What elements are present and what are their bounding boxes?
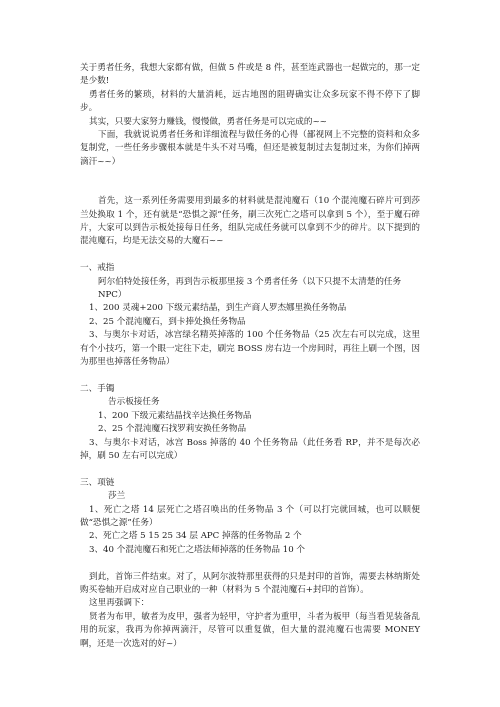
spacer [80,169,420,195]
spacer [80,249,420,262]
list-item: 1、200 灵魂+200 下级元素结晶，到生产商人罗杰娜里换任务物品 [89,303,347,314]
section-heading-ring: 一、戒指 [80,263,115,274]
spacer [80,557,420,570]
section-npc-ring: 阿尔伯特处接任务，再到告示板那里接 3 个勇者任务（以下只提不太清楚的任务 NPC） [98,276,402,301]
intro-paragraph-4: 下面，我就说说勇者任务和详细流程与做任务的心得（鄙视网上不完整的资料和众多复制党，一些任务步骤根本就是牛头不对马嘴，但还是被复制过去复制过来，为你们掉两滴汗~~） [80,130,420,167]
spacer [80,463,420,476]
materials-paragraph: 首先，这一系列任务需要用到最多的材料就是混沌魔石（10 个混沌魔石碎片可到莎兰处换取 1 个，还有就是“恐惧之源”任务，刷三次死亡之塔可以拿到 5 个），至于魔石碎片，大家可以到告示板处接每日任务，组队完成任务就可以拿到不少的碎片。以下提到的混沌魔石，均是无法交易的大魔石~~ [80,196,420,247]
list-item: 3、与奥尔卡对话，冰宫 Boss 掉落的 40 个任务物品（此任务看 RP，并不是每次必掉，刷 50 左右可以完成） [80,437,420,461]
closing-paragraph-1: 到此，首饰三件结束。对了，从阿尔波特那里获得的只是封印的首饰，需要去林纳斯处购买卷轴开启成对应自己职业的一种（材料为 5 个混沌魔石+封印的首饰）。 [80,571,420,595]
list-item: 2、死亡之塔 5 15 25 34 层 APC 掉落的任务物品 2 个 [89,531,302,542]
section-heading-bracelet: 二、手镯 [80,383,115,394]
intro-paragraph-3: 其实，只要大家努力赚钱，慢慢做，勇者任务是可以完成的~~ [89,116,327,127]
section-npc-bracelet: 告示板接任务 [108,397,160,408]
list-item: 3、40 个混沌魔石和死亡之塔法师掉落的任务物品 10 个 [89,544,306,555]
list-item: 2、25 个混沌魔石找罗莉安换任务物品 [98,424,247,435]
list-item: 2、25 个混沌魔石，到卡捧处换任务物品 [89,316,246,327]
list-item: 1、死亡之塔 14 层死亡之塔召唤出的任务物品 3 个（可以打完就回城，也可以顺便做“恐惧之源”任务） [80,504,420,528]
intro-paragraph-2: 勇者任务的繁琐，材料的大量消耗，远古地图的阻碍确实让众多玩家不得不停下了脚步。 [80,89,420,114]
closing-paragraph-3: 贤者为布甲，敏者为皮甲，强者为轻甲，守护者为重甲，斗者为板甲（每当看见装备乱用的玩家，我再为你掉两滴汗，尽管可以重复做，但大量的混沌魔石也需要 MONEY 啊，还是一次选对的好~） [80,611,420,649]
intro-paragraph-1: 关于勇者任务，我想大家都有做，但做 5 件或是 8 件，甚至连武器也一起做完的，那一定是少数! [80,63,420,87]
section-heading-necklace: 三、项链 [80,477,115,488]
list-item: 3、与奥尔卡对话，冰宫绿名精英掉落的 100 个任务物品（25 次左右可以完成，这里有个小技巧，第一个眼一定往下走，刷完 BOSS 房右边一个房间时，再往上刷一个图，因为那里也掉落任务物品） [80,330,420,368]
section-npc-necklace: 莎兰 [108,491,126,502]
list-item: 1、200 下级元素结晶找辛达换任务物品 [98,410,252,421]
spacer [80,370,420,383]
closing-paragraph-2: 这里再强调下： [89,598,150,609]
